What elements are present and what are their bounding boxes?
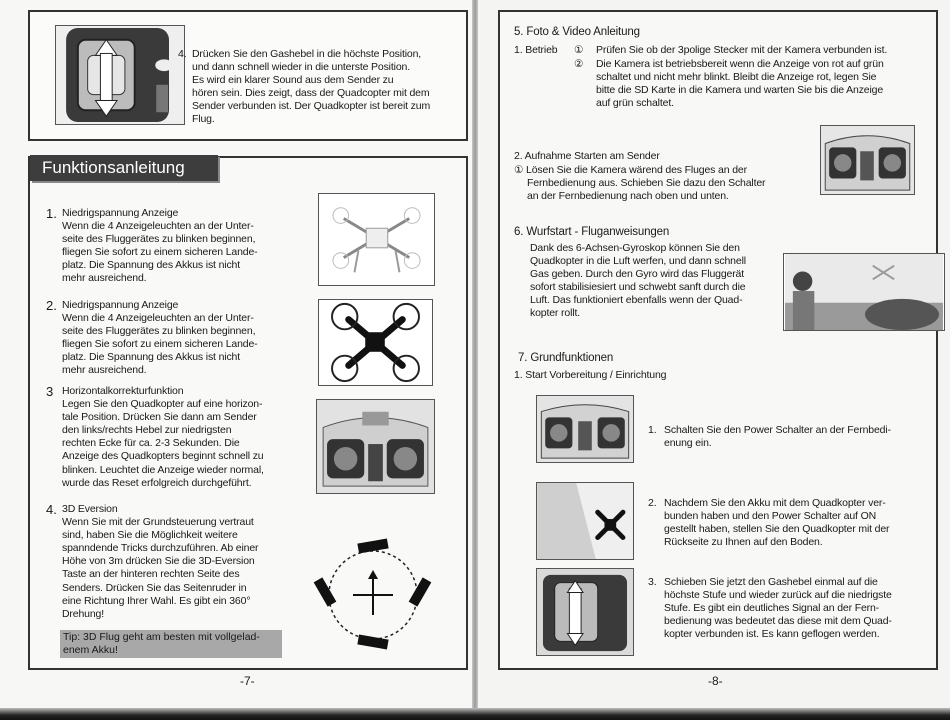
betrieb-label: 1. Betrieb (514, 44, 558, 56)
text-line: Dank des 6-Achsen-Gyroskop können Sie den (530, 242, 740, 254)
step4-number: 4. (178, 48, 187, 60)
text-line: Legen Sie den Quadkopter auf eine horizon- (62, 398, 263, 411)
drone-ground-image (536, 482, 634, 560)
circled-2-icon: ② (574, 58, 584, 70)
text-line: rechten Ecke für ca. 2-3 Sekunden. Die (62, 437, 240, 450)
step3-text (664, 576, 926, 641)
text-line: tale Position. Drücken Sie dann am Sender (62, 411, 257, 424)
step4-text (192, 48, 464, 127)
text-line: Höhe von 3m drücken Sie die 3D-Eversion (62, 555, 255, 568)
record-text (514, 164, 814, 203)
page-number: -8- (708, 674, 723, 688)
text-line: platz. Die Spannung des Akkus ist nicht (62, 351, 241, 364)
text-line: sind, haben Sie die Möglichkeit weitere (62, 529, 238, 542)
text-line: bitte die SD Karte in die Kamera und warten Sie bis die Anzeige (596, 84, 884, 97)
text-line: ① Lösen Sie die Kamera wärend des Fluges an der (514, 164, 747, 176)
text-line: Flug. (192, 113, 215, 126)
text-line: Schalten Sie den Power Schalter an der Fernbedi- (664, 424, 891, 436)
text-line: mehr ausreichend. (62, 364, 147, 377)
circled-1-icon: ① (574, 44, 584, 56)
throw-start-text (530, 242, 780, 321)
text-line: Quadkopter in die Luft werfen, und dann schnell (530, 255, 746, 268)
step-number: 3. (648, 576, 657, 588)
item-low-voltage-1 (62, 207, 302, 286)
section7-subtitle: 1. Start Vorbereitung / Einrichtung (514, 369, 667, 381)
item-horizontal-correction (62, 385, 302, 490)
text-line: seite des Fluggerätes zu blinken beginnen, (62, 233, 256, 246)
transmitter-throttle-image (55, 25, 185, 125)
text-line: blinken. Leuchtet die Anzeige wieder normal, (62, 463, 264, 476)
item-number: 2. (46, 298, 57, 313)
drone-topview-image (318, 299, 433, 386)
text-line: Nachdem Sie den Akku mit dem Quadkopter ver- (664, 497, 886, 509)
text-line: an der Fernbedienung nach oben und unten. (527, 190, 729, 203)
text-line: Taste an der hinteren rechten Seite des (62, 568, 240, 581)
text-line: und dann schnell wieder in die unterste Position. (192, 61, 410, 74)
text-line: Drücken Sie den Gashebel in die höchste Position, (192, 48, 422, 60)
item-number: 3 (46, 384, 54, 399)
item-3d-eversion (62, 503, 302, 621)
bottom-edge (0, 708, 950, 720)
text-line: Sender verbunden ist. Der Quadkopter ist bereit zum (192, 100, 431, 113)
tip-line: Tip: 3D Flug geht am besten mit vollgelad- (63, 631, 260, 643)
text-line: fliegen Sie sofort zu einem sicheren Lande- (62, 338, 258, 351)
text-line: kopter verbunden ist. Es kann geflogen werden. (664, 628, 880, 641)
text-line: den links/rechts Hebel zur niedrigsten (62, 424, 232, 437)
text-line: Anzeige des Quadkopters beginnt schnell zu (62, 450, 264, 463)
section-title: Funktionsanleitung (30, 155, 218, 181)
drone-lights-image (318, 193, 435, 286)
throttle-stick-image (536, 568, 634, 656)
text-line: Rückseite zu Ihnen auf den Boden. (664, 536, 823, 549)
item-title: 3D Eversion (62, 503, 118, 515)
transmitter-image (316, 399, 435, 494)
page-number: -7- (240, 674, 255, 688)
step-number: 1. (648, 424, 657, 436)
item-number: 1. (46, 206, 57, 221)
item-title: Niedrigspannung Anzeige (62, 207, 179, 219)
text-line: Luft. Das funktioniert ebenfalls wenn der Quad- (530, 294, 743, 307)
item-title: Horizontalkorrekturfunktion (62, 385, 184, 397)
section7-title: 7. Grundfunktionen (518, 352, 614, 364)
throw-launch-photo (783, 253, 945, 331)
left-page (0, 0, 472, 708)
right-page (478, 0, 950, 708)
camera-ready-text (596, 58, 936, 110)
text-line: Senders. Drücken Sie das Seitenruder in (62, 581, 247, 594)
tip-line: enem Akku! (63, 644, 118, 656)
text-line: seite des Fluggerätes zu blinken beginnen, (62, 325, 256, 338)
item-title: Niedrigspannung Anzeige (62, 299, 179, 311)
text-line: hören sein. Dies zeigt, dass der Quadcopter mit dem (192, 87, 430, 100)
text-line: Stufe. Es gibt ein deutliches Signal an der Fern- (664, 602, 880, 615)
text-line: Wenn Sie mit der Grundsteuerung vertraut (62, 516, 254, 529)
text-line: Es wird ein klarer Sound aus dem Sender zu (192, 74, 394, 87)
flip-diagram-image (306, 535, 440, 655)
camera-plug-check: Prüfen Sie ob der 3polige Stecker mit der Kamera verbunden ist. (596, 44, 888, 56)
text-line: Schieben Sie jetzt den Gashebel einmal auf die (664, 576, 878, 588)
tip-note (60, 630, 282, 658)
item-low-voltage-2 (62, 299, 302, 378)
text-line: eine Richtung Ihrer Wahl. Es gibt ein 360° (62, 594, 251, 607)
text-line: höchste Stufe und wieder zurück auf die niedrigste (664, 589, 892, 602)
text-line: Drehung! (62, 607, 104, 620)
text-line: Fernbedienung aus. Schieben Sie dazu den Schalter (527, 177, 766, 190)
text-line: mehr ausreichend. (62, 272, 147, 285)
item-number: 4. (46, 502, 57, 517)
text-line: Wenn die 4 Anzeigeleuchten an der Unter- (62, 312, 254, 325)
text-line: gestellt haben, stellen Sie den Quadkopter mit der (664, 523, 890, 536)
step-number: 2. (648, 497, 657, 509)
text-line: Gas geben. Durch den Gyro wird das Fluggerät (530, 268, 745, 281)
text-line: Die Kamera ist betriebsbereit wenn die Anzeige von rot auf grün (596, 58, 884, 70)
section5-title: 5. Foto & Video Anleitung (514, 26, 640, 38)
section6-title: 6. Wurfstart - Fluganweisungen (514, 226, 670, 238)
text-line: auf grün schaltet. (596, 97, 674, 110)
text-line: Wenn die 4 Anzeigeleuchten an der Unter- (62, 220, 254, 233)
power-switch-image (536, 395, 634, 463)
text-line: bedienung was bedeutet das diese mit dem Quad- (664, 615, 892, 628)
text-line: platz. Die Spannung des Akkus ist nicht (62, 259, 241, 272)
step4-box (28, 10, 468, 141)
text-line: schaltet und nicht mehr blinkt. Bleibt die Anzeige rot, legen Sie (596, 71, 877, 84)
text-line: fliegen Sie sofort zu einem sicheren Lande- (62, 246, 258, 259)
text-line: bunden haben und den Power Schalter auf ON (664, 510, 877, 523)
transmitter-camera-switch-image (820, 125, 915, 195)
text-line: kopter rollt. (530, 307, 580, 320)
step1-text (664, 424, 926, 450)
text-line: enung ein. (664, 437, 712, 450)
record-title: 2. Aufnahme Starten am Sender (514, 150, 660, 162)
text-line: spanndende Tricks durchzuführen. Ab einer (62, 542, 259, 555)
text-line: sofort stabilisiesiert und schwebt sanft durch die (530, 281, 746, 294)
step2-text (664, 497, 926, 549)
text-line: wurde das Reset erfolgreich durchgeführt. (62, 476, 252, 489)
